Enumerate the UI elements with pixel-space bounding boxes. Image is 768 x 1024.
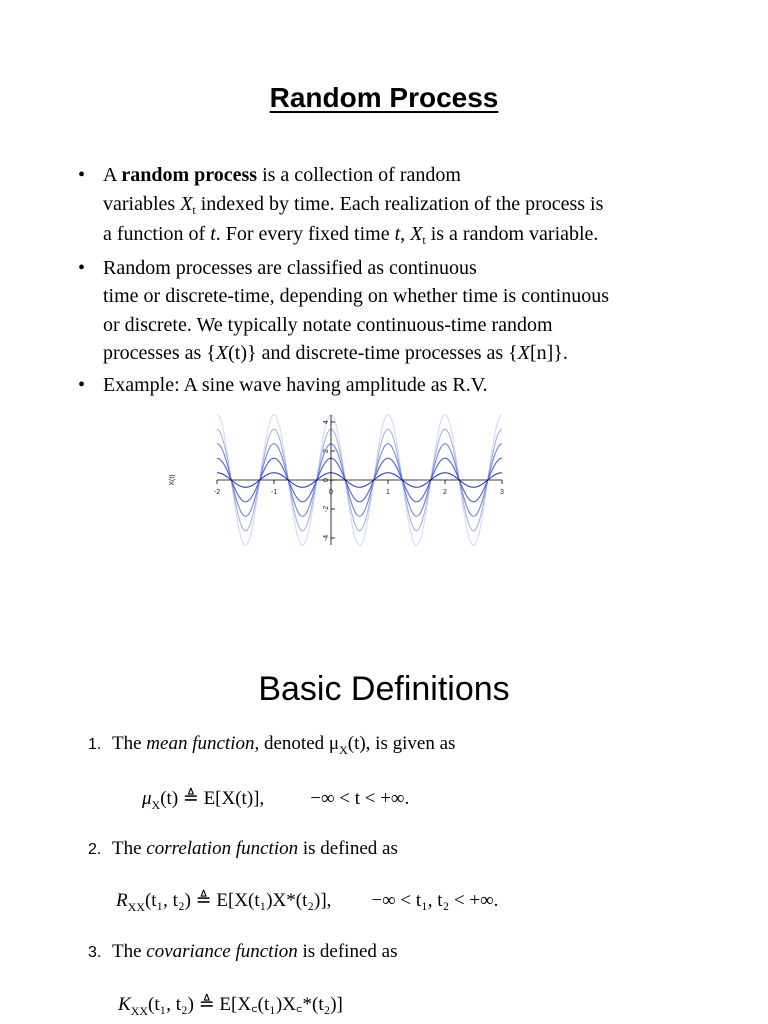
term-random-process: random process: [121, 164, 258, 186]
y-tick-label: -2: [323, 505, 330, 513]
definition-correlation: 2. The correlation function is defined as: [88, 838, 398, 859]
bullet-dot: •: [78, 373, 86, 396]
definition-number: 2.: [88, 841, 102, 858]
definition-covariance: 3. The covariance function is defined as: [88, 941, 398, 962]
sine-wave-chart: [162, 400, 534, 560]
bullet-dot: •: [78, 256, 86, 279]
formula-mean: $\mu_X(t)$ ≜ E[X(t)], −∞ < t < +∞.: [142, 788, 410, 812]
definition-number: 1.: [88, 736, 102, 753]
x-tick-label: 1: [386, 489, 390, 496]
x-tick-label: -1: [270, 489, 278, 496]
x-tick-label: 3: [500, 489, 504, 496]
bullet-classification: • Random processes are classified as continuous time or discrete-time, depending on whether time is continuous or discrete. We typically notate continuous-time random processes as {X(t)} and discrete-time processes as {X[n]}.: [78, 254, 718, 368]
bullet-dot: •: [78, 164, 86, 186]
x-tick-label: 0: [329, 489, 333, 496]
y-axis-label: X(t): [169, 474, 176, 486]
y-tick-label: 0: [323, 478, 330, 482]
formula-correlation: $R_{XX}(t_1$, t₂) ≜ E[X(t₁)X*(t₂)], −∞ < t₁, t₂ < +∞.: [116, 890, 499, 914]
bullet-definition: • A random process is a collection of random variables $X_t$ indexed by time. Each realization of the process is a function of t. For every fixed time t, $X_t$ is a random variable.: [78, 161, 718, 251]
y-tick-label: 2: [323, 449, 330, 453]
slide-title: Random Process: [269, 82, 499, 113]
definition-mean: 1. The mean function, denoted $\mu_X(t)$, is given as: [88, 733, 456, 757]
y-tick-label: -4: [323, 534, 330, 542]
x-tick-label: 2: [443, 489, 447, 496]
formula-covariance: $K_{XX}(t_1$, t₂) ≜ E[X꜀(t₁)X꜀*(t₂)]: [118, 994, 343, 1018]
section-title: Basic Definitions: [258, 670, 510, 708]
bullet-example: • Example: A sine wave having amplitude as R.V.: [78, 371, 718, 400]
definition-number: 3.: [88, 944, 102, 961]
y-tick-label: 4: [323, 420, 330, 424]
bullet-list: [78, 161, 718, 402]
x-tick-label: -2: [213, 489, 221, 496]
